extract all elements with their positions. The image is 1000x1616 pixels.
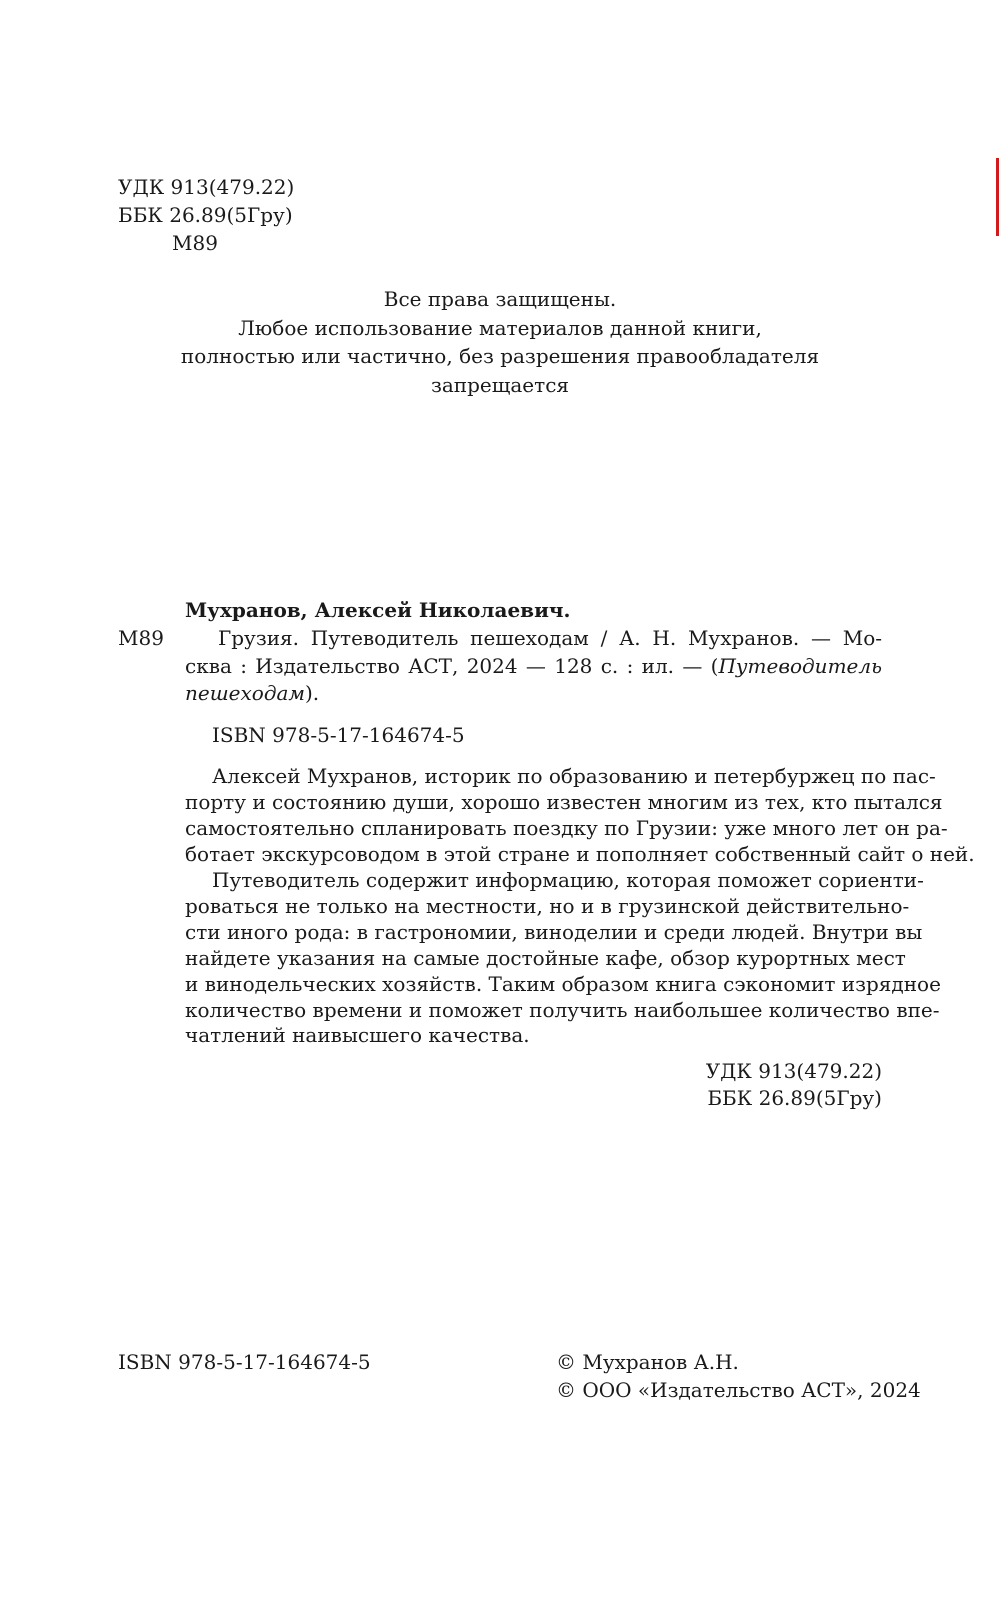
- abstract-line: порту и состоянию души, хорошо известен многим из тех, кто пытался: [185, 790, 943, 814]
- series-title-cont: пешеходам: [185, 681, 305, 705]
- abstract-line: чатлений наивысшего качества.: [185, 1023, 530, 1047]
- bbk-code: ББК 26.89(5Гру): [118, 203, 293, 227]
- isbn: ISBN 978-5-17-164674-5: [212, 723, 465, 747]
- bbk-code-right: ББК 26.89(5Гру): [707, 1086, 882, 1110]
- page-edge-marker: [996, 158, 999, 236]
- rights-line: полностью или частично, без разрешения правообладателя: [180, 344, 820, 368]
- abstract-line: ботает экскурсоводом в этой стране и пополняет собственный сайт о ней.: [185, 842, 975, 866]
- bib-author-mark: М89: [118, 626, 164, 650]
- rights-line: запрещается: [430, 373, 570, 397]
- rights-line: Все права защищены.: [383, 287, 617, 311]
- copyright-publisher: © ООО «Издательство АСТ», 2024: [556, 1378, 921, 1402]
- abstract-line: самостоятельно спланировать поездку по Грузии: уже много лет он ра-: [185, 816, 948, 840]
- bib-line: [185, 653, 882, 679]
- author-heading: Мухранов, Алексей Николаевич.: [185, 598, 571, 622]
- abstract-line: и винодельческих хозяйств. Таким образом книга сэкономит изрядное: [185, 972, 941, 996]
- abstract-line: найдете указания на самые достойные кафе, обзор курортных мест: [185, 946, 906, 970]
- bib-line: Грузия. Путеводитель пешеходам / А. Н. Мухранов. — Мо-: [218, 626, 882, 650]
- abstract-line: роваться не только на местности, но и в грузинской действительно-: [185, 894, 910, 918]
- author-mark: М89: [172, 231, 218, 255]
- udk-code-right: УДК 913(479.22): [705, 1059, 882, 1083]
- copyright-author: © Мухранов А.Н.: [556, 1350, 739, 1374]
- footer-isbn: ISBN 978-5-17-164674-5: [118, 1350, 371, 1374]
- bib-text: ).: [305, 681, 320, 705]
- bib-text: сква : Издательство АСТ, 2024 — 128 с. : ил. — (: [185, 654, 719, 678]
- udk-code: УДК 913(479.22): [118, 175, 295, 199]
- bib-line: [185, 680, 319, 706]
- abstract-line: Путеводитель содержит информацию, которая поможет сориенти-: [212, 868, 924, 892]
- rights-line: Любое использование материалов данной книги,: [238, 316, 762, 340]
- series-title: Путеводитель: [718, 654, 882, 678]
- abstract-line: количество времени и поможет получить наибольшее количество впе-: [185, 998, 940, 1022]
- abstract-line: сти иного рода: в гастрономии, виноделии и среди людей. Внутри вы: [185, 920, 923, 944]
- abstract-line: Алексей Мухранов, историк по образованию и петербуржец по пас-: [212, 764, 936, 788]
